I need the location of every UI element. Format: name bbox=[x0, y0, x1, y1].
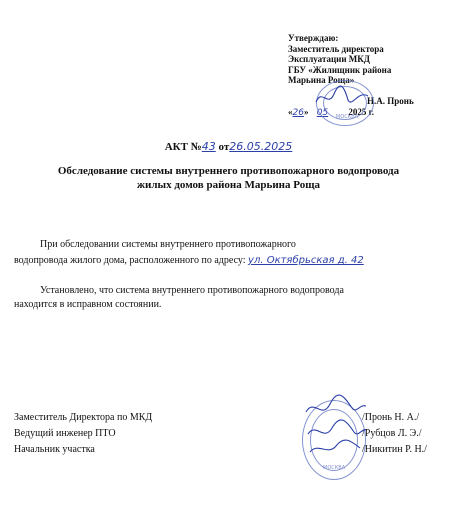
act-number: 43 bbox=[201, 140, 216, 153]
approval-year: 2025 г. bbox=[348, 107, 374, 117]
body-para2-line2: находится в исправном состоянии. bbox=[14, 299, 162, 310]
approval-organization: ГБУ «Жилищник района bbox=[288, 64, 392, 75]
act-prefix: АКТ № bbox=[164, 141, 202, 153]
body-para1-text: водопровода жилого дома, расположенного по адресу: bbox=[14, 255, 246, 266]
signature-name: /Рубцов Л. Э./ bbox=[362, 428, 422, 439]
approval-date: «26» 05 2025 г. bbox=[288, 107, 374, 118]
signature-position: Заместитель Директора по МКД bbox=[14, 412, 153, 423]
signature-name: /Пронь Н. А./ bbox=[362, 412, 420, 423]
body-para1-line1: При обследовании системы внутреннего противопожарного bbox=[40, 239, 296, 250]
approval-district: Марьина Роща» bbox=[288, 75, 355, 85]
signature-name: /Никитин Р. Н./ bbox=[362, 444, 427, 455]
signature-position: Начальник участка bbox=[14, 444, 95, 455]
approval-signer: Н.А. Пронь bbox=[367, 96, 414, 106]
subtitle-line2: жилых домов района Марьина Роща bbox=[137, 179, 320, 191]
approval-signature bbox=[312, 82, 372, 112]
approval-block bbox=[288, 33, 391, 86]
address-value: ул. Октябрьская д. 42 bbox=[248, 255, 364, 266]
signature-position: Ведущий инженер ПТО bbox=[14, 428, 116, 439]
body-para2-line1: Установлено, что система внутреннего противопожарного водопровода bbox=[40, 285, 344, 296]
approval-day: 26 bbox=[292, 108, 304, 118]
act-title bbox=[0, 140, 457, 153]
signature-positions bbox=[14, 410, 152, 458]
act-from: от bbox=[218, 141, 230, 153]
signature-names bbox=[362, 410, 427, 458]
body-para1-line2 bbox=[14, 254, 364, 268]
approval-month: 05 bbox=[316, 108, 329, 118]
signatures-handwritten bbox=[300, 390, 370, 460]
approval-heading: Утверждаю: bbox=[288, 33, 339, 43]
act-subtitle bbox=[0, 164, 457, 192]
act-date: 26.05.2025 bbox=[229, 140, 293, 153]
approval-position: Заместитель директора bbox=[288, 43, 384, 54]
approval-stamp-text: МОСКВА bbox=[336, 114, 359, 120]
organization-stamp-text: МОСКВА bbox=[323, 465, 346, 471]
subtitle-line1: Обследование системы внутреннего противопожарного водопровода bbox=[57, 165, 400, 177]
approval-department: Эксплуатации МКД bbox=[288, 54, 370, 64]
